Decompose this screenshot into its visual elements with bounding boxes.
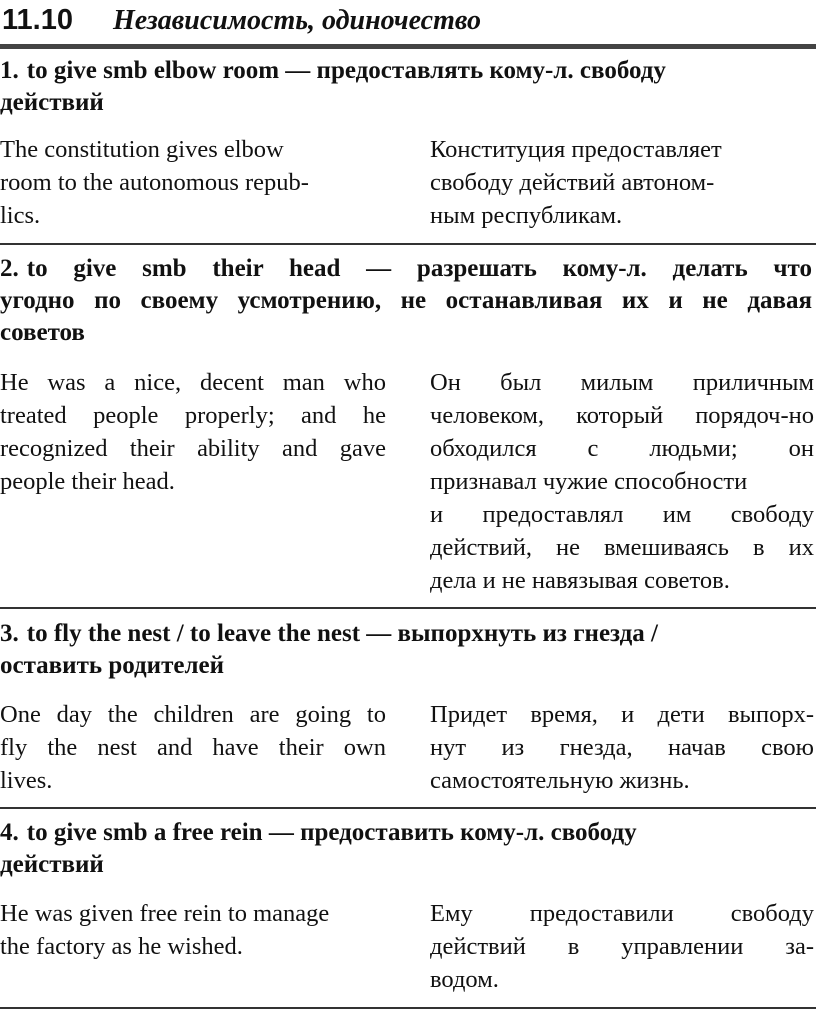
header-divider (0, 44, 816, 49)
section-number: 11.10 (2, 4, 73, 36)
entry-2-english: He was a nice, decent man who treated people properly; and he recognized their ability and gave people their head. (0, 369, 386, 495)
entry-1-russian: Конституция предоставляет свободу действий автоном- ным республикам. (430, 136, 722, 229)
entry-divider (0, 807, 816, 809)
entry-divider (0, 1007, 816, 1009)
entry-3-english: One day the children are going to fly the nest and have their own lives. (0, 701, 386, 794)
entry-2-heading: 2. to give smb their head — разрешать кому-л. делать что угодно по своему усмотрению, не останавливая их и не давая советов (0, 255, 812, 346)
entry-4-english: He was given free rein to manage the factory as he wished. (0, 900, 330, 960)
entry-4-heading: 4. to give smb a free rein — предоставить кому-л. свободу действий (0, 819, 637, 878)
section-title: Независимость, одиночество (112, 5, 482, 36)
entry-3-heading: 3. to fly the nest / to leave the nest — выпорхнуть из гнезда / оставить родителей (0, 620, 658, 679)
entry-4-russian: Ему предоставили свободу действий в управлении за- водом. (430, 900, 814, 993)
entry-divider (0, 243, 816, 245)
entry-3-russian: Придет время, и дети выпорх- нут из гнезда, начав свою самостоятельную жизнь. (430, 701, 814, 794)
entry-2-russian: Он был милым приличным человеком, который порядоч-но обходился с людьми; он признавал чужие способности и предоставлял им свободу действий, не вмешиваясь в их дела и не навязывая советов. (430, 369, 814, 594)
entry-1-english: The constitution gives elbow room to the autonomous repub- lics. (0, 136, 309, 229)
entry-4-number: 4. (0, 819, 19, 846)
entry-1-heading: 1. to give smb elbow room — предоставлять кому-л. свободу действий (0, 57, 666, 116)
entry-2-number: 2. (0, 255, 19, 282)
entry-divider (0, 607, 816, 609)
entry-1-number: 1. (0, 57, 19, 84)
entry-3-number: 3. (0, 620, 19, 647)
section-header (0, 4, 816, 40)
